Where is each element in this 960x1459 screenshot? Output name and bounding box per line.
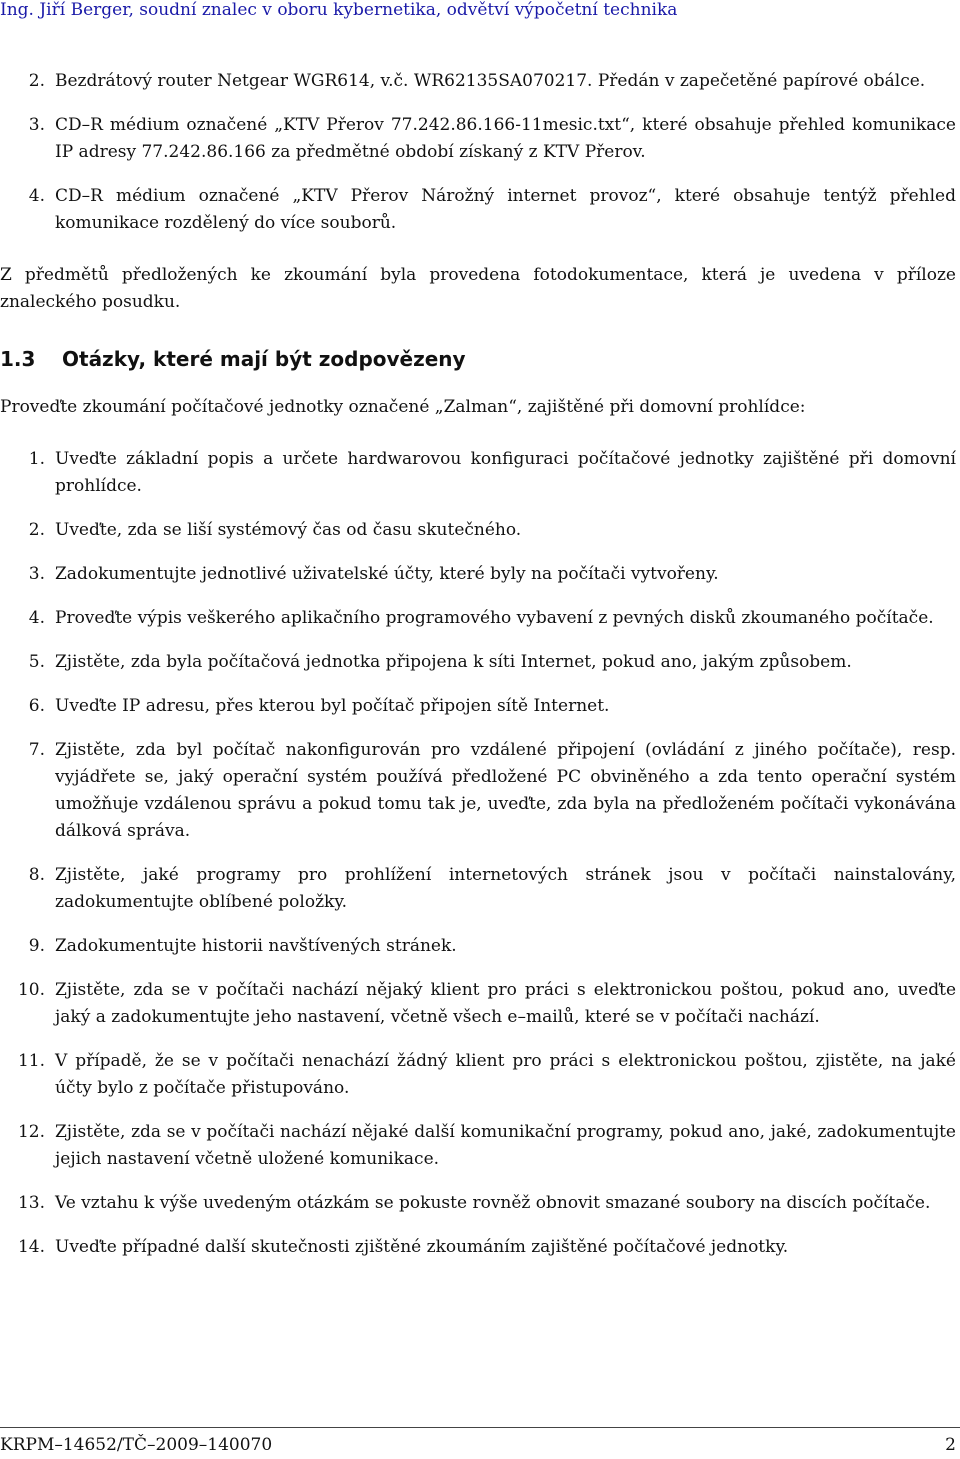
list-item-text: Zjistěte, zda se v počítači nachází nějaké další komunikační programy, pokud ano, jaké, zadokumentujte jejich nastavení včetně uložené komunikace.	[55, 1122, 956, 1169]
footer-divider	[0, 1427, 960, 1428]
list-item	[0, 517, 956, 544]
list-item	[0, 737, 956, 845]
list-item-number: 8.	[28, 865, 45, 885]
list-item-number: 11.	[17, 1051, 45, 1071]
list-item	[0, 605, 956, 632]
list-item-number: 14.	[17, 1237, 45, 1257]
page-number: 2	[945, 1435, 956, 1455]
list-item-number: 3.	[28, 564, 45, 584]
list-item-number: 13.	[17, 1193, 45, 1213]
list-item-text: Zjistěte, zda byl počítač nakonfigurován pro vzdálené připojení (ovládání z jiného počítače), resp. vyjádřete se, jaký operační systém používá předložené PC obviněného a zda tento operační systém umožňuje vzdálenou správu a pokud tomu tak je, uveďte, zda byla na předloženém počítači vykonávána dálková správa.	[55, 740, 956, 841]
list-item-number: 6.	[28, 696, 45, 716]
list-item-text: Uveďte případné další skutečnosti zjištěné zkoumáním zajištěné počítačové jednotky.	[55, 1237, 789, 1257]
list-item-text: V případě, že se v počítači nenachází žádný klient pro práci s elektronickou poštou, zjistěte, na jaké účty bylo z počítače přistupováno.	[55, 1051, 956, 1098]
list-item-number: 12.	[17, 1122, 45, 1142]
running-header-title: Ing. Jiří Berger, soudní znalec v oboru kybernetika, odvětví výpočetní technika	[0, 0, 678, 20]
list-item-number: 2.	[28, 71, 45, 91]
list-item-text: Ve vztahu k výše uvedeným otázkám se pokuste rovněž obnovit smazané soubory na discích počítače.	[55, 1193, 931, 1213]
list-item	[0, 112, 956, 166]
list-item	[0, 561, 956, 588]
list-item	[0, 1234, 956, 1261]
list-item	[0, 446, 956, 500]
page-footer	[0, 1435, 956, 1455]
list-item-number: 2.	[28, 520, 45, 540]
list-item-number: 9.	[28, 936, 45, 956]
questions-list	[0, 446, 956, 1261]
list-item-number: 5.	[28, 652, 45, 672]
list-item	[0, 977, 956, 1031]
photo-documentation-paragraph: Z předmětů předložených ke zkoumání byla provedena fotodokumentace, která je uvedena v příloze znaleckého posudku.	[0, 265, 956, 312]
list-item-text: Proveďte výpis veškerého aplikačního programového vybavení z pevných disků zkoumaného počítače.	[55, 608, 934, 628]
evidence-list	[0, 68, 956, 237]
list-item-number: 10.	[17, 980, 45, 1000]
list-item-number: 1.	[28, 449, 45, 469]
list-item-text: Zadokumentujte jednotlivé uživatelské účty, které byly na počítači vytvořeny.	[55, 564, 719, 584]
running-header	[0, 0, 960, 20]
list-item	[0, 933, 956, 960]
list-item	[0, 68, 956, 95]
list-item	[0, 1190, 956, 1217]
list-item	[0, 1048, 956, 1102]
list-item-text: CD–R médium označené „KTV Přerov 77.242.86.166-11mesic.txt“, které obsahuje přehled komunikace IP adresy 77.242.86.166 za předmětné období získaný z KTV Přerov.	[55, 115, 956, 162]
list-item	[0, 183, 956, 237]
list-item-text: CD–R médium označené „KTV Přerov Nárožný internet provoz“, které obsahuje tentýž přehled komunikace rozdělený do více souborů.	[55, 186, 956, 233]
questions-intro: Proveďte zkoumání počítačové jednotky označené „Zalman“, zajištěné při domovní prohlídce:	[0, 397, 806, 417]
list-item-number: 4.	[28, 186, 45, 206]
list-item-number: 4.	[28, 608, 45, 628]
list-item	[0, 649, 956, 676]
list-item	[0, 693, 956, 720]
page-content	[0, 68, 956, 1278]
list-item-text: Zadokumentujte historii navštívených stránek.	[55, 936, 457, 956]
section-number: 1.3	[0, 347, 36, 371]
list-item	[0, 1119, 956, 1173]
list-item	[0, 862, 956, 916]
list-item-text: Uveďte IP adresu, přes kterou byl počítač připojen sítě Internet.	[55, 696, 610, 716]
list-item-number: 3.	[28, 115, 45, 135]
section-heading	[0, 346, 956, 372]
section-title: Otázky, které mají být zodpovězeny	[62, 347, 466, 371]
list-item-text: Bezdrátový router Netgear WGR614, v.č. WR62135SA070217. Předán v zapečetěné papírové obálce.	[55, 71, 926, 91]
list-item-text: Zjistěte, jaké programy pro prohlížení internetových stránek jsou v počítači nainstalovány, zadokumentujte oblíbené položky.	[55, 865, 956, 912]
list-item-text: Zjistěte, zda byla počítačová jednotka připojena k síti Internet, pokud ano, jakým způsobem.	[55, 652, 852, 672]
list-item-text: Uveďte, zda se liší systémový čas od času skutečného.	[55, 520, 522, 540]
list-item-text: Zjistěte, zda se v počítači nachází nějaký klient pro práci s elektronickou poštou, pokud ano, uveďte jaký a zadokumentujte jeho nastavení, včetně všech e–mailů, které se v počítači nachází.	[55, 980, 956, 1027]
case-reference: KRPM–14652/TČ–2009–140070	[0, 1435, 273, 1455]
list-item-number: 7.	[28, 740, 45, 760]
list-item-text: Uveďte základní popis a určete hardwarovou konfiguraci počítačové jednotky zajištěné při domovní prohlídce.	[55, 449, 956, 496]
